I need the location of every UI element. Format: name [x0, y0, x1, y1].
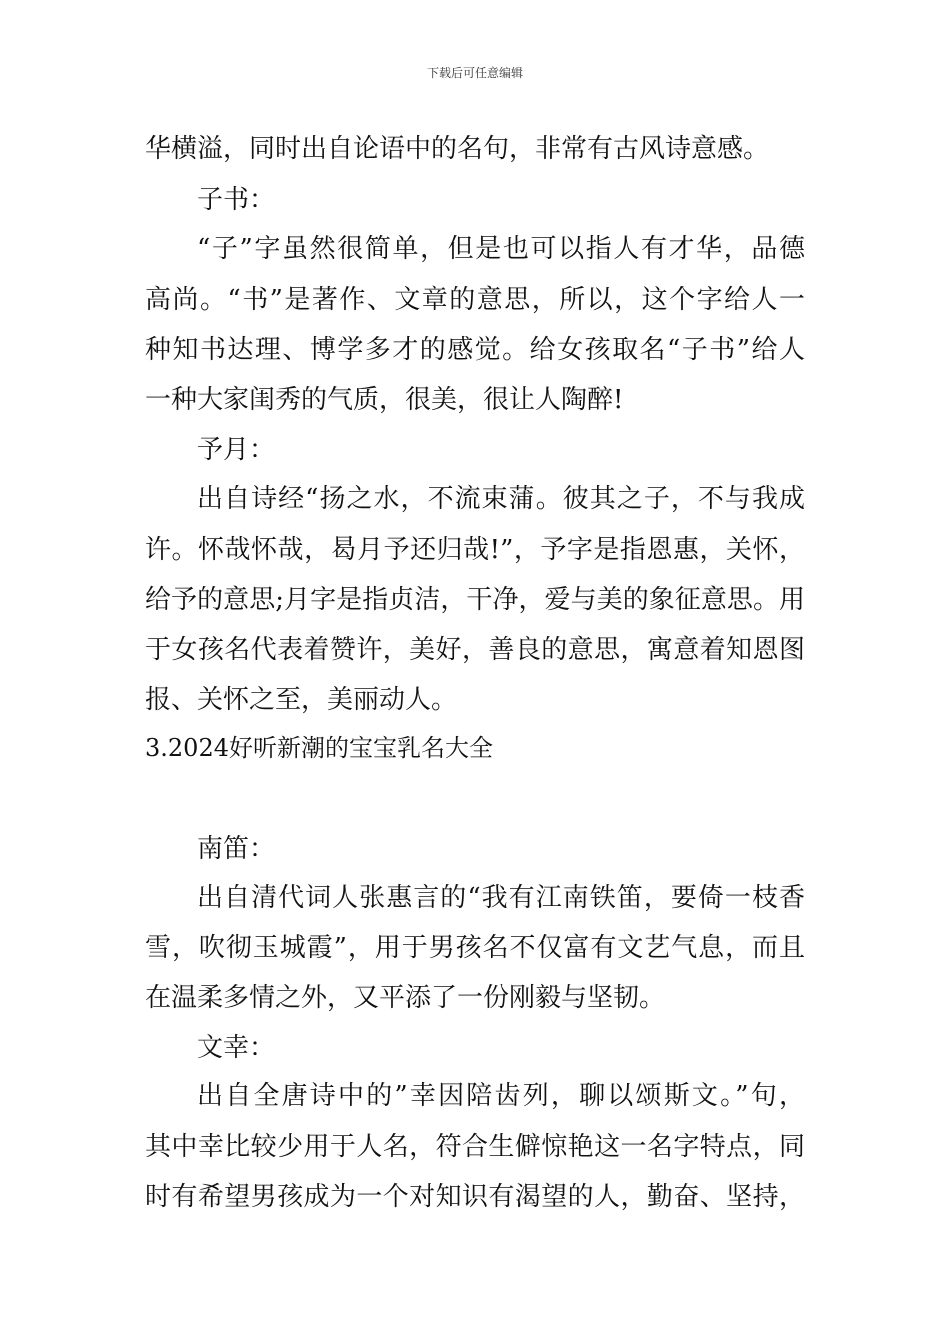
- body-line: 雪，吹彻玉城霞”，用于男孩名不仅富有文艺气息，而且: [145, 933, 805, 963]
- body-line: 出自全唐诗中的”幸因陪齿列，聊以颂斯文。”句，: [197, 1081, 805, 1111]
- body-line: 给予的意思;月字是指贞洁，干净，爱与美的象征意思。用: [145, 585, 805, 615]
- body-line: 在温柔多情之外，又平添了一份刚毅与坚韧。: [145, 983, 666, 1013]
- body-line: 高尚。“书”是著作、文章的意思，所以，这个字给人一: [145, 285, 805, 315]
- section-heading: 3.2024好听新潮的宝宝乳名大全: [145, 734, 493, 762]
- name-heading-wenxing: 文幸：: [197, 1033, 276, 1063]
- body-line: 许。怀哉怀哉，曷月予还归哉!”，予字是指恩惠，关怀，: [145, 535, 805, 565]
- body-line: 出自诗经“扬之水，不流束蒲。彼其之子，不与我成: [197, 484, 805, 514]
- body-line: 其中幸比较少用于人名，符合生僻惊艳这一名字特点，同: [145, 1132, 805, 1162]
- name-heading-nandi: 南笛：: [197, 834, 276, 864]
- body-line: 种知书达理、博学多才的感觉。给女孩取名“子书”给人: [145, 335, 805, 365]
- page-header: 下载后可任意编辑: [426, 66, 523, 80]
- name-heading-zishu: 子书：: [197, 185, 276, 215]
- body-line: 于女孩名代表着赞许，美好，善良的意思，寓意着知恩图: [145, 635, 805, 665]
- name-heading-yuyue: 予月：: [197, 435, 276, 465]
- body-line: “子”字虽然很简单，但是也可以指人有才华，品德: [197, 234, 805, 264]
- body-line: 出自清代词人张惠言的“我有江南铁笛，要倚一枝香: [197, 883, 805, 913]
- body-line: 一种大家闺秀的气质，很美，很让人陶醉!: [145, 385, 624, 415]
- body-line: 华横溢，同时出自论语中的名句，非常有古风诗意感。: [145, 134, 770, 164]
- body-line: 报、关怀之至，美丽动人。: [145, 685, 458, 715]
- body-line: 时有希望男孩成为一个对知识有渴望的人，勤奋、坚持，: [145, 1182, 805, 1212]
